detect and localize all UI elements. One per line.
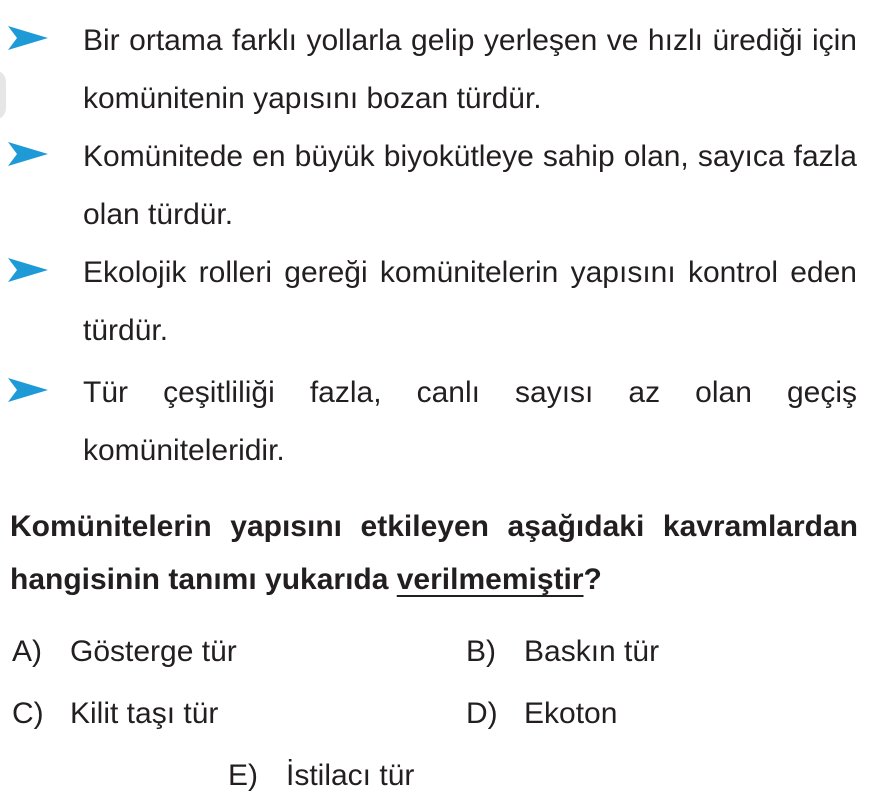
statement-3-text: Ekolojik rolleri gereği komünitelerin yapısını kontrol eden türdür. <box>83 256 857 347</box>
question-emphasis: verilmemiştir <box>396 563 584 596</box>
question-mark: ? <box>583 563 602 596</box>
option-a-letter: A) <box>12 635 42 668</box>
page-edge-decoration <box>0 70 6 120</box>
option-b-letter: B) <box>466 635 496 668</box>
option-e-letter: E) <box>228 759 258 792</box>
option-d-text: Ekoton <box>524 697 618 730</box>
option-a-text: Gösterge tür <box>70 635 237 668</box>
option-c-letter: C) <box>12 697 44 730</box>
option-e-text: İstilacı tür <box>286 759 415 792</box>
arrowhead-right-icon <box>8 258 48 282</box>
question-stem <box>10 500 858 606</box>
option-e[interactable] <box>228 756 414 796</box>
option-c-text: Kilit taşı tür <box>70 697 219 730</box>
arrowhead-right-icon <box>8 378 48 402</box>
option-d[interactable] <box>466 694 617 734</box>
statement-4-text: Tür çeşitliliği fazla, canlı sayısı az olan geçiş komüniteleridir. <box>83 376 857 467</box>
statement-2-text: Komünitede en büyük biyokütleye sahip olan, sayıca fazla olan türdür. <box>83 140 857 231</box>
option-a[interactable] <box>12 632 237 672</box>
option-d-letter: D) <box>466 697 498 730</box>
arrowhead-right-icon <box>8 26 48 50</box>
option-c[interactable] <box>12 694 218 734</box>
arrowhead-right-icon <box>8 142 48 166</box>
statement-1-text: Bir ortama farklı yollarla gelip yerleşen ve hızlı ürediği için komünitenin yapısını bozan türdür. <box>83 24 857 115</box>
question-text: Komünitelerin yapısını etkileyen aşağıdaki kavramlardan hangisinin tanımı yukarıda <box>10 510 858 596</box>
option-b-text: Baskın tür <box>524 635 660 668</box>
option-b[interactable] <box>466 632 659 672</box>
